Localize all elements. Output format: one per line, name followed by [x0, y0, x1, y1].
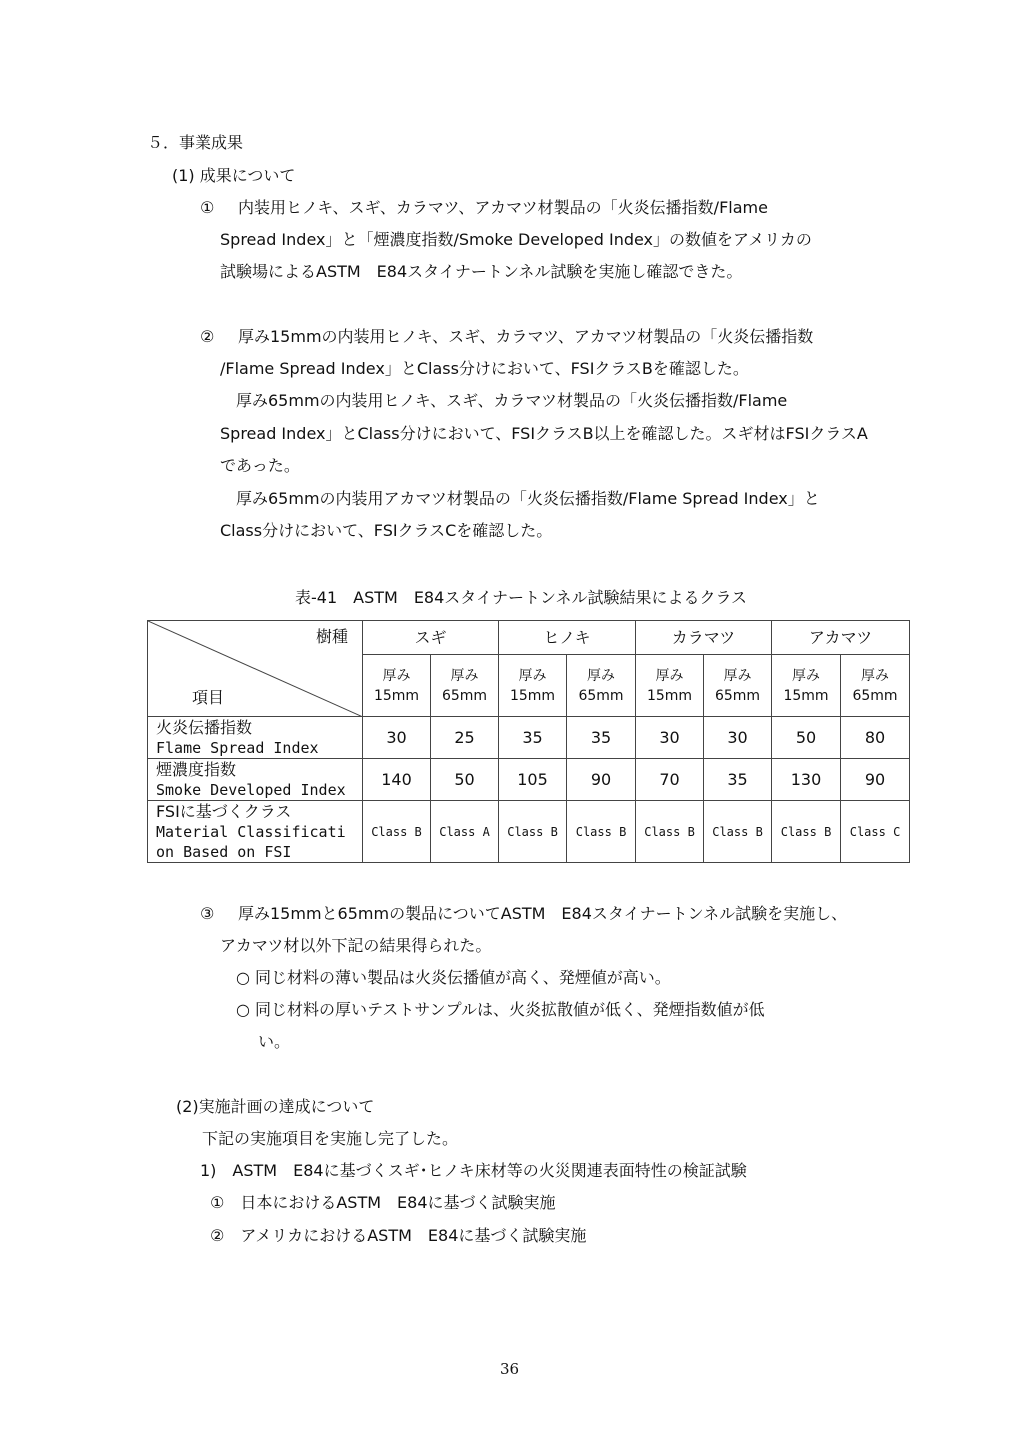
- item-2-line-3: 厚み65mmの内装用ヒノキ、スギ、カラマツ材製品の「火炎伝播指数/Flame: [236, 391, 788, 410]
- item-3-marker: ③: [200, 904, 215, 923]
- row-label-en-2: on Based on FSI: [156, 842, 292, 861]
- thickness-prefix: 厚み: [792, 667, 821, 684]
- row-label-en: Flame Spread Index: [156, 738, 319, 757]
- species-sugi: スギ: [363, 621, 499, 655]
- item-2-line-5: であった。: [220, 456, 300, 475]
- item-1-marker: ①: [200, 198, 215, 217]
- table-cell: 25: [431, 717, 499, 759]
- item-3-bullet-1: ○ 同じ材料の薄い製品は火炎伝播値が高く、発煙値が高い。: [236, 968, 671, 987]
- thickness-cell: [567, 655, 636, 717]
- corner-item-label: 項目: [192, 688, 225, 707]
- row-label-en-1: Material Classificati: [156, 822, 346, 841]
- thickness-prefix: 厚み: [861, 667, 890, 684]
- item-2-line-1: 厚み15mmの内装用ヒノキ、スギ、カラマツ、アカマツ材製品の「火炎伝播指数: [238, 327, 814, 346]
- thickness-prefix: 厚み: [382, 667, 411, 684]
- thickness-cell: [841, 655, 910, 717]
- thickness-cell: [499, 655, 567, 717]
- subsection-2-intro: 下記の実施項目を実施し完了した。: [202, 1129, 459, 1148]
- row-label-jp: FSIに基づくクラス: [156, 801, 292, 821]
- item-2-line-6: 厚み65mmの内装用アカマツ材製品の「火炎伝播指数/Flame Spread Index」と: [236, 489, 820, 508]
- thickness-value: 65mm: [852, 687, 898, 704]
- thickness-value: 65mm: [578, 687, 624, 704]
- thickness-cell: [704, 655, 772, 717]
- subsection-2-subitem-2: ② アメリカにおけるASTM E84に基づく試験実施: [210, 1226, 587, 1245]
- table-cell: Class B: [363, 801, 431, 863]
- subsection-2-item-1: 1) ASTM E84に基づくスギ･ヒノキ床材等の火災関連表面特性の検証試験: [200, 1161, 747, 1180]
- subsection-2-subitem-1: ① 日本におけるASTM E84に基づく試験実施: [210, 1193, 556, 1212]
- item-2-marker: ②: [200, 327, 215, 346]
- table-cell: 30: [363, 717, 431, 759]
- thickness-cell: [431, 655, 499, 717]
- species-header-row: [148, 621, 910, 655]
- thickness-prefix: 厚み: [723, 667, 752, 684]
- thickness-cell: [636, 655, 704, 717]
- table-cell: Class C: [841, 801, 910, 863]
- item-3-line-2: アカマツ材以外下記の結果得られた。: [220, 936, 492, 955]
- species-hinoki: ヒノキ: [499, 621, 636, 655]
- item-3-bullet-2: ○ 同じ材料の厚いテストサンプルは、火炎拡散値が低く、発煙指数値が低: [236, 1000, 765, 1019]
- table-cell: 35: [567, 717, 636, 759]
- thickness-value: 15mm: [646, 687, 693, 704]
- thickness-value: 15mm: [509, 687, 556, 704]
- item-1-line-1: 内装用ヒノキ、スギ、カラマツ、アカマツ材製品の「火炎伝播指数/Flame: [238, 198, 768, 217]
- row-label-en: Smoke Developed Index: [156, 780, 346, 799]
- item-1-line-3: 試験場によるASTM E84スタイナートンネル試験を実施し確認できた。: [220, 262, 743, 281]
- species-karamatsu: カラマツ: [636, 621, 772, 655]
- page-number: 36: [500, 1360, 520, 1378]
- item-3-line-1: 厚み15mmと65mmの製品についてASTM E84スタイナートンネル試験を実施し、: [238, 904, 848, 923]
- row-label-jp: 煙濃度指数: [156, 759, 237, 779]
- item-2-line-4: Spread Index」とClass分けにおいて、FSIクラスB以上を確認した。スギ材はFSIクラスA: [220, 424, 868, 443]
- table-cell: 50: [772, 717, 841, 759]
- item-1-line-2: Spread Index」と「煙濃度指数/Smoke Developed Index」の数値をアメリカの: [220, 230, 812, 249]
- table-row: [148, 801, 910, 863]
- table-cell: 30: [704, 717, 772, 759]
- thickness-prefix: 厚み: [655, 667, 684, 684]
- table-cell: 90: [567, 759, 636, 801]
- subsection-1-title: (1) 成果について: [172, 166, 296, 185]
- table-cell: Class B: [636, 801, 704, 863]
- thickness-value: 65mm: [441, 687, 488, 704]
- results-table: [147, 620, 910, 863]
- table-row: [148, 717, 910, 759]
- table-cell: 35: [499, 717, 567, 759]
- row-label-jp: 火炎伝播指数: [156, 717, 253, 737]
- row-label-flame-spread: [148, 717, 363, 759]
- table-cell: Class B: [499, 801, 567, 863]
- thickness-prefix: 厚み: [518, 667, 547, 684]
- table-caption: 表-41 ASTM E84スタイナートンネル試験結果によるクラス: [295, 588, 748, 607]
- item-2-line-7: Class分けにおいて、FSIクラスCを確認した。: [220, 521, 553, 540]
- thickness-value: 15mm: [373, 687, 420, 704]
- row-label-fsi-class: [148, 801, 363, 863]
- table-cell: Class B: [567, 801, 636, 863]
- item-2-line-2: /Flame Spread Index」とClass分けにおいて、FSIクラスBを確認した。: [220, 359, 749, 378]
- table-cell: Class A: [431, 801, 499, 863]
- table-cell: 130: [772, 759, 841, 801]
- table-cell: Class B: [704, 801, 772, 863]
- species-akamatsu: アカマツ: [772, 621, 910, 655]
- table-cell: 70: [636, 759, 704, 801]
- thickness-prefix: 厚み: [587, 667, 616, 684]
- section-title: ５．事業成果: [147, 133, 244, 152]
- table-cell: 35: [704, 759, 772, 801]
- table-cell: 105: [499, 759, 567, 801]
- thickness-cell: [772, 655, 841, 717]
- thickness-value: 15mm: [783, 687, 829, 704]
- table-corner-cell: [148, 621, 363, 717]
- table-cell: 80: [841, 717, 910, 759]
- subsection-2-title: (2)実施計画の達成について: [176, 1097, 375, 1116]
- thickness-cell: [363, 655, 431, 717]
- row-label-smoke-developed: [148, 759, 363, 801]
- thickness-prefix: 厚み: [450, 667, 479, 684]
- table-cell: 30: [636, 717, 704, 759]
- table-cell: 140: [363, 759, 431, 801]
- corner-species-label: 樹種: [315, 627, 348, 646]
- table-cell: Class B: [772, 801, 841, 863]
- item-3-bullet-2-cont: い。: [258, 1032, 291, 1051]
- table-row: [148, 759, 910, 801]
- table-cell: 50: [431, 759, 499, 801]
- table-cell: 90: [841, 759, 910, 801]
- thickness-value: 65mm: [714, 687, 761, 704]
